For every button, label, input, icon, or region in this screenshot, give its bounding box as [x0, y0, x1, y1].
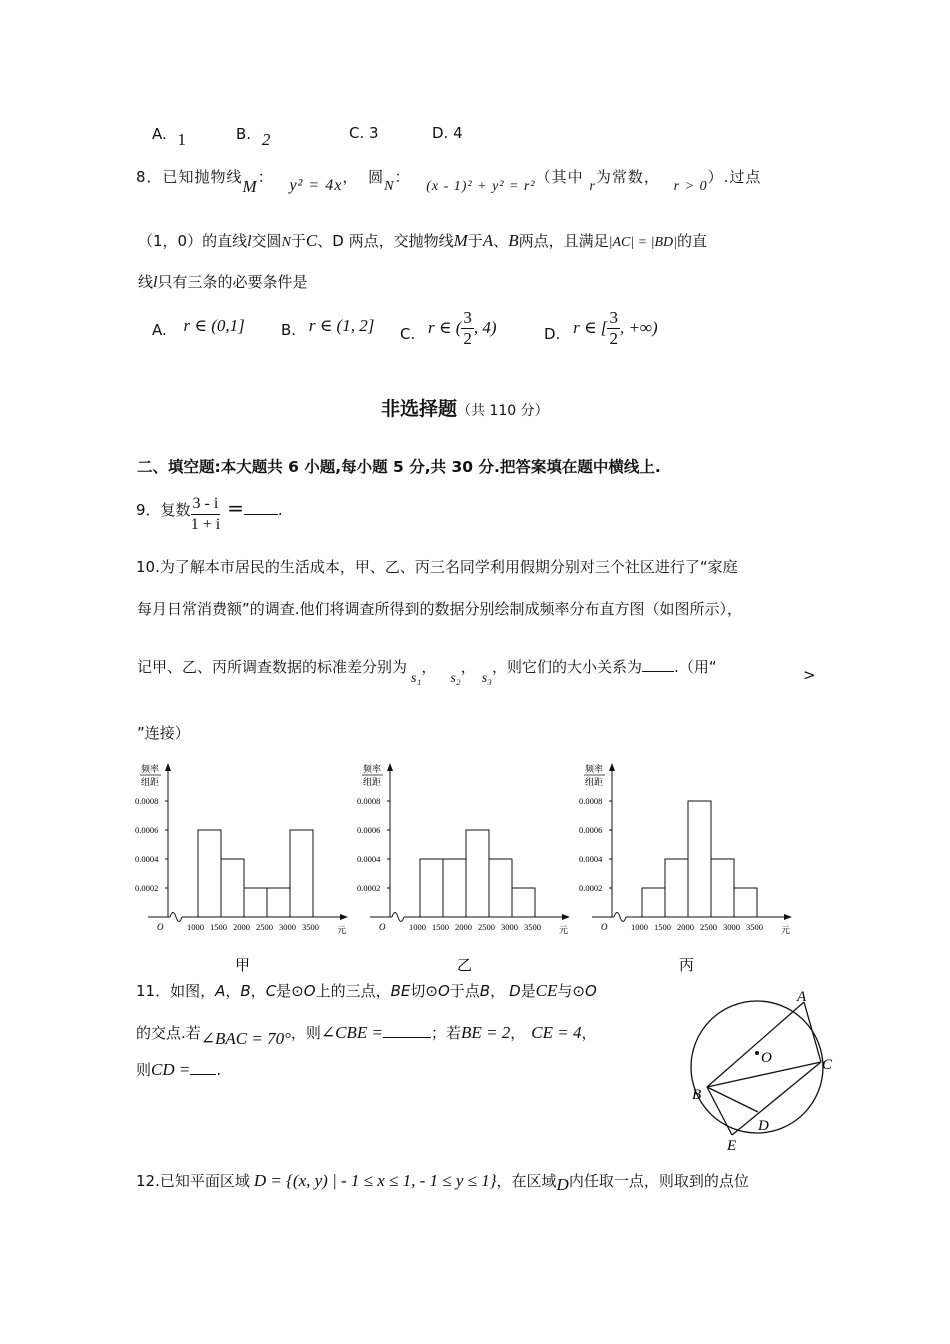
q11-line2-a: 的交点.若	[136, 1024, 201, 1042]
q8-option-a-label: A.	[152, 321, 167, 339]
q8-comma: ，	[342, 168, 359, 186]
q11-line2	[136, 1022, 597, 1048]
yi-ylabel-top: 频率	[363, 764, 382, 774]
q8-B: B	[508, 231, 519, 250]
yi-xtick-label: 2500	[478, 922, 495, 932]
q10-s1: s₁	[411, 671, 422, 686]
q8-option-d-pre: r ∈ [	[573, 318, 608, 337]
q8-option-c-post: , 4)	[473, 318, 497, 337]
yi-origin: O	[379, 922, 386, 932]
q8-r: r	[589, 179, 596, 194]
q11-answer-blank-1[interactable]	[383, 1023, 431, 1038]
q8-parabola-eq: y² = 4x	[289, 177, 343, 194]
jia-bar	[290, 830, 313, 917]
q8-option-a-value: r ∈ (0,1]	[183, 316, 245, 335]
q8-line3	[138, 271, 307, 292]
bing-xtick-label: 3000	[723, 922, 740, 932]
q8-option-c-label: C.	[400, 325, 416, 343]
q7-option-a	[152, 124, 187, 149]
center-point	[755, 1051, 759, 1055]
q8-option-b-value: r ∈ (1, 2]	[308, 316, 375, 335]
q11-B: B	[240, 982, 251, 1000]
jia-xtick-label: 2000	[233, 922, 250, 932]
q8-option-d-post: , +∞)	[619, 318, 658, 337]
q11-line1-e: 于点	[449, 982, 480, 1000]
jia-xtick-label: 1000	[187, 922, 204, 932]
q11-c3: ，	[510, 1024, 526, 1042]
q11-be: BE = 2	[461, 1023, 511, 1042]
q9-label: 9．复数	[136, 501, 191, 519]
jia-bar	[198, 830, 221, 917]
jia-ylabel-top: 频率	[141, 764, 160, 774]
q11-c4: ，	[581, 1024, 597, 1042]
tangent-be	[707, 1087, 732, 1135]
q10-line4: ”连接）	[137, 724, 190, 742]
q11-line2-b: ，则	[290, 1024, 321, 1042]
bing-x-axis-break	[614, 913, 626, 922]
q8-option-b-label: B.	[281, 321, 297, 339]
q8-line2-b: 交圆	[251, 232, 282, 250]
q9-numerator: 3 - i	[191, 494, 221, 515]
q10-answer-blank[interactable]	[642, 657, 674, 672]
q11-O: O	[303, 982, 316, 1000]
q10-line2: 每月日常消费额”的调查.他们将调查所得到的数据分别绘制成频率分布直方图（如图所示），	[137, 600, 743, 618]
q10-gt: >	[803, 666, 816, 684]
label-b: B	[692, 1087, 702, 1103]
q11-CE: CE	[535, 981, 558, 1000]
q9	[136, 494, 283, 535]
q11-ce: CE = 4	[531, 1023, 582, 1042]
section-title-main: 非选择题	[381, 398, 458, 420]
jia-xtick-label: 3500	[302, 922, 319, 932]
q8-line2-M: M	[453, 231, 468, 250]
yi-x-arrow	[562, 914, 570, 920]
bing-ytick-label: 0.0008	[579, 796, 603, 806]
q8-l: l	[247, 233, 252, 250]
yi-ytick-label: 0.0006	[357, 825, 381, 835]
q8-option-d-num: 3	[609, 308, 618, 327]
q11-D: D	[509, 982, 521, 1000]
bing-bar	[665, 859, 688, 917]
yi-xtick-label: 2000	[455, 922, 472, 932]
bing-xtick-label: 2500	[700, 922, 717, 932]
q8-C: C	[305, 231, 318, 250]
q8-option-d-den: 2	[609, 329, 618, 348]
segment-ec	[732, 1062, 821, 1135]
q8-N: N	[384, 179, 395, 194]
q11-end: .	[216, 1061, 222, 1079]
yi-bar	[420, 859, 443, 917]
q11-c2: ，	[250, 982, 266, 1000]
q11-O3: O	[584, 982, 597, 1000]
q7-option-c: C. 3	[349, 124, 379, 142]
jia-y-arrow	[165, 763, 171, 771]
bing-xlabel: 元	[781, 925, 791, 935]
q8-A: A	[482, 231, 494, 250]
q12-label: 12.已知平面区域	[136, 1172, 250, 1190]
q8-colon2: ：	[394, 168, 411, 186]
q8-text-4: ）.过点	[707, 168, 762, 186]
circle-o	[691, 1001, 823, 1133]
bing-ylabel-top: 频率	[585, 764, 604, 774]
bing-ylabel-bottom: 组距	[585, 777, 604, 787]
q11-angle-bac: ∠BAC = 70°	[200, 1029, 291, 1048]
jia-origin: O	[157, 922, 164, 932]
bing-x-arrow	[784, 914, 792, 920]
bing-bar	[688, 801, 711, 917]
q10-s2: s₂	[450, 671, 461, 686]
q11-answer-blank-2[interactable]	[190, 1060, 216, 1075]
q12-set: D = {(x, y) | - 1 ≤ x ≤ 1, - 1 ≤ y ≤ 1}	[253, 1171, 497, 1190]
q8-option-d	[544, 308, 658, 349]
segment-ab	[707, 1002, 804, 1087]
q8-colon: ：	[257, 168, 274, 186]
yi-ytick-label: 0.0004	[357, 854, 381, 864]
bing-origin: O	[601, 922, 608, 932]
bing-xtick-label: 1500	[654, 922, 671, 932]
q7-option-a-value: 1	[177, 130, 187, 149]
q11-line1	[136, 980, 597, 1001]
q10-line3	[137, 656, 816, 686]
q8-option-c-den: 2	[463, 329, 472, 348]
jia-bar	[244, 888, 267, 917]
bing-xtick-label: 3500	[746, 922, 763, 932]
bing-bar	[711, 859, 734, 917]
fill-in-heading: 二、填空题:本大题共 6 小题,每小题 5 分,共 30 分.把答案填在题中横线上.	[137, 458, 661, 476]
label-c: C	[822, 1057, 833, 1073]
q8-r-positive: r > 0	[673, 179, 708, 194]
histogram-bing	[579, 763, 792, 974]
q12-end: 内任取一点，则取到的点位	[568, 1172, 749, 1190]
q11-line2-c: ；若	[431, 1024, 462, 1042]
yi-ylabel-bottom: 组距	[363, 777, 382, 787]
label-e: E	[727, 1138, 737, 1154]
q11-angle-cbe: ∠CBE =	[320, 1023, 383, 1042]
q12-mid: ，在区域	[496, 1172, 557, 1190]
q8-text-1: 8．已知抛物线	[136, 168, 243, 186]
q10-line1: 10.为了解本市居民的生活成本，甲、乙、丙三名同学利用假期分别对三个社区进行了“家庭	[136, 558, 738, 576]
q8-text-3: 为常数，	[595, 168, 660, 186]
q8-circle-eq: (x - 1)² + y² = r²	[426, 179, 536, 194]
label-d: D	[758, 1118, 769, 1134]
q11-C: C	[265, 982, 277, 1000]
yi-bar	[512, 888, 535, 917]
q7-option-a-label: A.	[152, 125, 167, 143]
q9-answer-blank[interactable]	[244, 500, 278, 515]
yi-bar	[489, 859, 512, 917]
q8-option-c	[400, 308, 497, 349]
q11-line1-g: 是	[520, 982, 536, 1000]
q8-option-c-fraction	[461, 308, 474, 349]
yi-xtick-label: 1500	[432, 922, 449, 932]
q8-line1	[136, 166, 762, 196]
q10-line3-c: .（用“	[674, 658, 717, 676]
q11-B2: B	[479, 982, 491, 1000]
q11-c1: ，	[225, 982, 241, 1000]
bing-ytick-label: 0.0002	[579, 883, 603, 893]
yi-xlabel: 元	[559, 925, 569, 935]
histograms	[130, 755, 810, 980]
q10-sep2: ，	[460, 658, 476, 676]
q8-option-d-fraction	[607, 308, 620, 349]
q10-line3-a: 记甲、乙、丙所调查数据的标准差分别为	[137, 658, 408, 676]
q8-line2-h: 的直	[677, 232, 708, 250]
yi-xtick-label: 1000	[409, 922, 426, 932]
q8-option-d-label: D.	[544, 325, 561, 343]
q7-option-b	[236, 124, 271, 149]
q8-line2-N: N	[281, 235, 291, 250]
yi-xtick-label: 3000	[501, 922, 518, 932]
bing-ytick-label: 0.0004	[579, 854, 603, 864]
label-a: A	[797, 989, 807, 1005]
jia-ylabel-bottom: 组距	[141, 777, 160, 787]
q8-line2-e: 于	[467, 232, 483, 250]
q9-equals: =	[227, 496, 244, 520]
q11-line1-h: 与⊙	[557, 982, 585, 1000]
q10-s3: s₃	[481, 671, 493, 686]
jia-ytick-label: 0.0006	[135, 825, 159, 835]
jia-title: 甲	[235, 958, 251, 974]
label-o: O	[761, 1050, 772, 1066]
q8-M: M	[242, 177, 258, 196]
q11-cd: CD =	[151, 1060, 191, 1079]
yi-title: 乙	[457, 958, 473, 974]
q11-line1-b: 是⊙	[276, 982, 304, 1000]
q11-line1-f: ，	[490, 982, 506, 1000]
q9-end: .	[277, 501, 283, 519]
bing-xtick-label: 1000	[631, 922, 648, 932]
q8-line3-l: l	[153, 274, 158, 291]
q8-option-b	[281, 316, 375, 340]
q7-option-d: D. 4	[432, 124, 463, 142]
q8-option-c-num: 3	[463, 308, 472, 327]
q8-option-c-pre: r ∈ (	[428, 318, 462, 337]
jia-bar	[267, 888, 290, 917]
q12	[136, 1170, 749, 1194]
jia-xtick-label: 1500	[210, 922, 227, 932]
bing-xtick-label: 2000	[677, 922, 694, 932]
q10-line3-b: ，则它们的大小关系为	[492, 658, 643, 676]
q7-option-b-value: 2	[261, 130, 271, 149]
histogram-yi	[357, 763, 570, 974]
q11-A: A	[215, 982, 226, 1000]
q11-line1-c: 上的三点，	[315, 982, 391, 1000]
section-title	[381, 394, 549, 421]
jia-bar	[221, 859, 244, 917]
jia-xlabel: 元	[337, 925, 347, 935]
q8-line2-d: 、D 两点，交抛物线	[317, 232, 454, 250]
bing-bar	[734, 888, 757, 917]
yi-ytick-label: 0.0002	[357, 883, 381, 893]
jia-xtick-label: 3000	[279, 922, 296, 932]
segment-bd	[707, 1087, 758, 1112]
q8-circle-word: 圆	[368, 168, 385, 186]
yi-y-arrow	[387, 763, 393, 771]
yi-xtick-label: 3500	[524, 922, 541, 932]
bing-title: 丙	[679, 958, 695, 974]
q9-denominator: 1 + i	[190, 516, 221, 533]
yi-bar	[466, 830, 489, 917]
q11-BE: BE	[390, 982, 411, 1000]
yi-bar	[443, 859, 466, 917]
yi-ytick-label: 0.0008	[357, 796, 381, 806]
section-title-sub: （共 110 分）	[457, 403, 549, 419]
q8-condition: |AC| = |BD|	[608, 235, 677, 250]
histogram-jia	[135, 763, 348, 974]
q8-line2-g: 两点，且满足	[518, 232, 609, 250]
q7-option-b-label: B.	[236, 125, 252, 143]
bing-ytick-label: 0.0006	[579, 825, 603, 835]
q8-line2-a: （1，0）的直线	[138, 232, 248, 250]
q9-fraction	[191, 494, 221, 535]
jia-x-axis-break	[170, 913, 182, 922]
q8-line3-b: 只有三条的必要条件是	[157, 273, 308, 291]
q11-O2: O	[437, 982, 450, 1000]
q8-line2	[138, 230, 707, 251]
jia-x-arrow	[340, 914, 348, 920]
q11-line1-d: 切⊙	[410, 982, 438, 1000]
q8-option-a	[152, 316, 245, 340]
q10-sep1: ，	[421, 658, 437, 676]
jia-ytick-label: 0.0002	[135, 883, 159, 893]
q8-line2-c: 于	[290, 232, 306, 250]
jia-ytick-label: 0.0004	[135, 854, 159, 864]
segment-ac	[804, 1002, 821, 1062]
bing-y-arrow	[609, 763, 615, 771]
q11-line3-a: 则	[136, 1061, 152, 1079]
q12-D: D	[556, 1175, 569, 1194]
q11-circle-figure	[680, 975, 850, 1155]
q8-text-2: （其中	[535, 168, 584, 186]
q8-line3-a: 线	[138, 273, 154, 291]
jia-ytick-label: 0.0008	[135, 796, 159, 806]
jia-xtick-label: 2500	[256, 922, 273, 932]
bing-bar	[642, 888, 665, 917]
q8-line2-f: 、	[493, 232, 509, 250]
q11-line3	[136, 1059, 221, 1080]
q11-line1-a: 11．如图，	[136, 982, 216, 1000]
yi-x-axis-break	[392, 913, 404, 922]
